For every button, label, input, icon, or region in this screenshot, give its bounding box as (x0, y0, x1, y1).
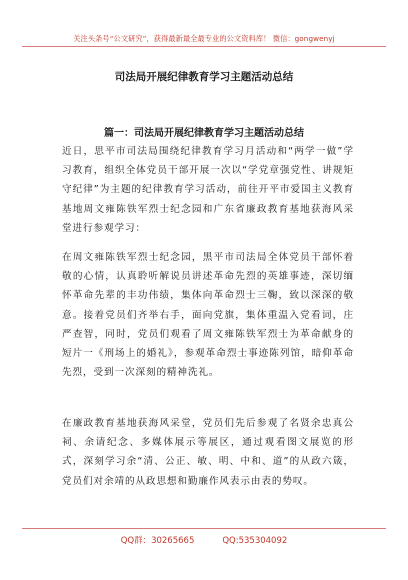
header-divider (22, 46, 386, 47)
footer-qq: QQ:535304092 (222, 536, 288, 546)
footer-divider (22, 528, 386, 529)
body-paragraph-3: 在廉政教育基地获海风采堂，党员们先后参观了名贤余忠真公祠、余请纪念、多媒体展示等展区，通过观看图文展览的形式，深刻学习余“清、公正、敏、明、中和、道”的从政六箴，党员们对余靖的从政思想和勤廉作风表示由表的势叹。 (62, 418, 354, 487)
section-heading: 篇一：司法局开展纪律教育学习主题活动总结 (104, 128, 304, 139)
document-title: 司法局开展纪律教育学习主题活动总结 (114, 71, 294, 83)
body-paragraph-1: 近日，思平市司法局围绕纪律教育学习月活动和“两学一做”学习教育，组织全体党员干部开展一次以“学党章强党性、讲规矩守纪律”为主题的纪律教育学习活动，前往开平市爱国主义教育基地周文雍陈铁军烈士纪念园和广东省廉政教育基地获海风采堂进行参观学习： (62, 146, 354, 234)
body-paragraph-2: 在周文雍陈铁军烈士纪念园，黑平市司法局全体党员干部怀着敬的心情，认真聆听解说员讲述革命先烈的英雄事迹，深切缅怀革命先辈的丰功伟绩，集体向革命烈士三鞠，致以深深的敬意。接着党员们齐举右手，面向党旗，集体重温入党看词，庄严查智，同时，党员们观看了周文雍陈铁军烈士为革命献身的短片一《刑场上的婚礼》，参观革命烈士事迹陈列馆，暗仰革命先烈，受到一次深刻的精神洗礼。 (62, 252, 354, 379)
footer-contact (0, 534, 408, 546)
footer-qq-group: QQ群：30265665 (120, 536, 195, 546)
header-banner: 关注头条号“公文研究”，获得最新最全最专业的公文资料库！ 微信：gongwenyj (73, 34, 335, 43)
